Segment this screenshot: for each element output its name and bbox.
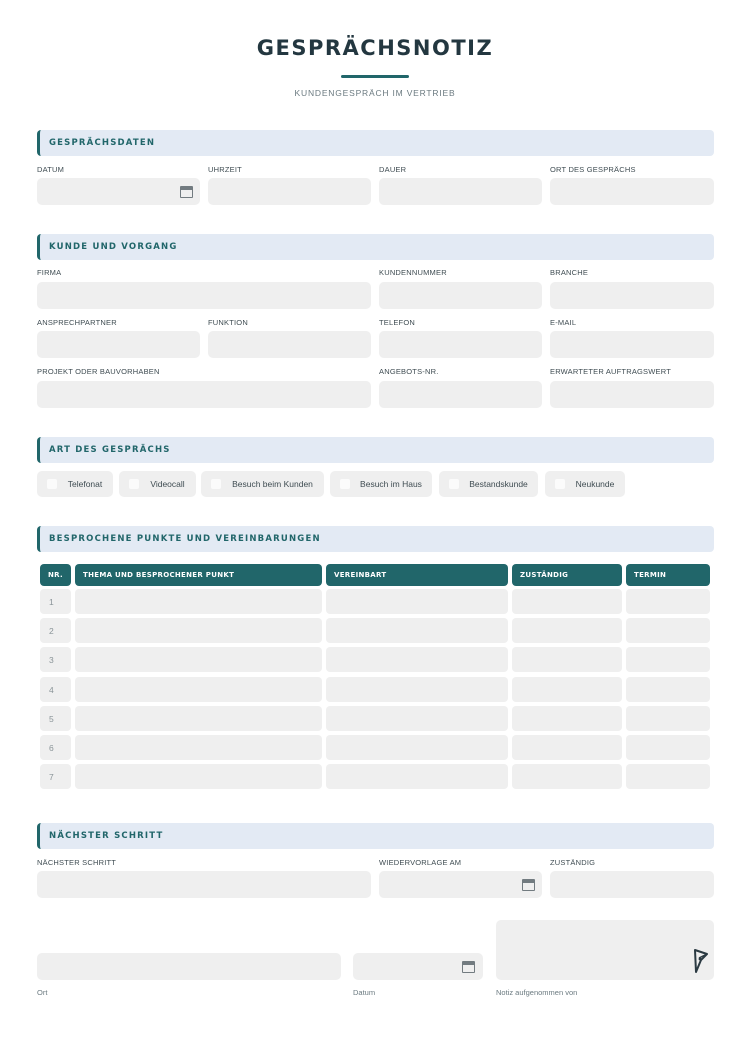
column-header-termin: TERMIN xyxy=(626,564,710,586)
label-telefon: TELEFON xyxy=(379,318,415,327)
naechster-schritt-field[interactable] xyxy=(37,871,371,898)
section-header-art-des-gespraechs xyxy=(37,437,714,463)
signature-field[interactable] xyxy=(496,920,714,980)
calendar-icon[interactable] xyxy=(522,879,535,891)
thema-cell[interactable] xyxy=(75,764,322,789)
page-title: GESPRÄCHSNOTIZ xyxy=(256,36,494,60)
option-label: Bestandskunde xyxy=(469,479,528,489)
vereinbart-cell[interactable] xyxy=(326,735,508,760)
vereinbart-cell[interactable] xyxy=(326,647,508,672)
row-number: 3 xyxy=(40,647,71,672)
section-header-naechster-schritt xyxy=(37,823,714,849)
option-telefonat[interactable] xyxy=(37,471,113,497)
row-number: 2 xyxy=(40,618,71,643)
checkbox[interactable] xyxy=(555,479,565,489)
zustaendig-cell[interactable] xyxy=(512,618,622,643)
row-number: 5 xyxy=(40,706,71,731)
datum-field[interactable] xyxy=(37,178,200,205)
option-besuch-im-haus[interactable] xyxy=(330,471,432,497)
section-header-besprochene-punkte xyxy=(37,526,714,552)
section-title: KUNDE UND VORGANG xyxy=(49,242,178,252)
notiz-aufgenommen-label: Notiz aufgenommen von xyxy=(496,988,578,997)
option-label: Neukunde xyxy=(575,479,615,489)
telefon-field[interactable] xyxy=(379,331,542,358)
section-header-gespraechsdaten xyxy=(37,130,714,156)
section-title: GESPRÄCHSDATEN xyxy=(49,138,156,148)
vereinbart-cell[interactable] xyxy=(326,706,508,731)
termin-cell[interactable] xyxy=(626,735,710,760)
thema-cell[interactable] xyxy=(75,618,322,643)
label-uhrzeit: UHRZEIT xyxy=(208,165,242,174)
termin-cell[interactable] xyxy=(626,677,710,702)
datum-label: Datum xyxy=(353,988,376,997)
label-auftragswert: ERWARTETER AUFTRAGSWERT xyxy=(550,367,672,376)
termin-cell[interactable] xyxy=(626,647,710,672)
ort-des-gespraechs-field[interactable] xyxy=(550,178,714,205)
column-header-zustaendig: ZUSTÄNDIG xyxy=(512,564,622,586)
checkbox[interactable] xyxy=(47,479,57,489)
section-title: NÄCHSTER SCHRITT xyxy=(49,831,164,841)
label-zustaendig: ZUSTÄNDIG xyxy=(550,858,596,867)
kundennummer-field[interactable] xyxy=(379,282,542,309)
checkbox[interactable] xyxy=(129,479,139,489)
dauer-field[interactable] xyxy=(379,178,542,205)
option-label: Besuch beim Kunden xyxy=(232,479,313,489)
column-header-vereinbart: VEREINBART xyxy=(326,564,508,586)
signature-datum-field[interactable] xyxy=(353,953,483,980)
thema-cell[interactable] xyxy=(75,589,322,614)
label-dauer: DAUER xyxy=(379,165,407,174)
vereinbart-cell[interactable] xyxy=(326,764,508,789)
label-angebots-nr: ANGEBOTS-NR. xyxy=(379,367,439,376)
row-number: 4 xyxy=(40,677,71,702)
pen-nib-icon xyxy=(693,948,709,974)
vereinbart-cell[interactable] xyxy=(326,677,508,702)
angebots-nr-field[interactable] xyxy=(379,381,542,408)
label-naechster-schritt: NÄCHSTER SCHRITT xyxy=(37,858,117,867)
row-number: 7 xyxy=(40,764,71,789)
option-bestandskunde[interactable] xyxy=(439,471,538,497)
section-title: ART DES GESPRÄCHS xyxy=(49,445,171,455)
termin-cell[interactable] xyxy=(626,706,710,731)
zustaendig-cell[interactable] xyxy=(512,706,622,731)
thema-cell[interactable] xyxy=(75,647,322,672)
option-label: Videocall xyxy=(150,479,185,489)
checkbox[interactable] xyxy=(449,479,459,489)
funktion-field[interactable] xyxy=(208,331,371,358)
label-ort-des-gespraechs: ORT DES GESPRÄCHS xyxy=(550,165,636,174)
ort-label: Ort xyxy=(37,988,48,997)
option-videocall[interactable] xyxy=(119,471,196,497)
projekt-field[interactable] xyxy=(37,381,371,408)
zustaendig-cell[interactable] xyxy=(512,647,622,672)
option-neukunde[interactable] xyxy=(545,471,625,497)
firma-field[interactable] xyxy=(37,282,371,309)
ort-field[interactable] xyxy=(37,953,341,980)
auftragswert-field[interactable] xyxy=(550,381,714,408)
branche-field[interactable] xyxy=(550,282,714,309)
ansprechpartner-field[interactable] xyxy=(37,331,200,358)
calendar-icon[interactable] xyxy=(180,186,193,198)
zustaendig-cell[interactable] xyxy=(512,764,622,789)
label-email: E-MAIL xyxy=(550,318,577,327)
label-firma: FIRMA xyxy=(37,268,62,277)
page-subtitle: KUNDENGESPRÄCH IM VERTRIEB xyxy=(294,88,456,98)
checkbox[interactable] xyxy=(211,479,221,489)
zustaendig-cell[interactable] xyxy=(512,677,622,702)
option-besuch-beim-kunden[interactable] xyxy=(201,471,324,497)
zustaendig-cell[interactable] xyxy=(512,589,622,614)
title-underline xyxy=(341,75,409,78)
termin-cell[interactable] xyxy=(626,618,710,643)
label-wiedervorlage: WIEDERVORLAGE AM xyxy=(379,858,462,867)
option-label: Telefonat xyxy=(67,479,103,489)
wiedervorlage-field[interactable] xyxy=(379,871,542,898)
termin-cell[interactable] xyxy=(626,764,710,789)
email-field[interactable] xyxy=(550,331,714,358)
label-projekt: PROJEKT ODER BAUVORHABEN xyxy=(37,367,160,376)
label-ansprechpartner: ANSPRECHPARTNER xyxy=(37,318,117,327)
label-datum: DATUM xyxy=(37,165,65,174)
section-title: BESPROCHENE PUNKTE UND VEREINBARUNGEN xyxy=(49,534,321,544)
column-header-nr: NR. xyxy=(40,564,71,586)
option-label: Besuch im Haus xyxy=(360,479,422,489)
zustaendig-field[interactable] xyxy=(550,871,714,898)
row-number: 6 xyxy=(40,735,71,760)
thema-cell[interactable] xyxy=(75,735,322,760)
vereinbart-cell[interactable] xyxy=(326,589,508,614)
thema-cell[interactable] xyxy=(75,706,322,731)
checkbox[interactable] xyxy=(340,479,350,489)
column-header-thema: THEMA UND BESPROCHENER PUNKT xyxy=(75,564,322,586)
uhrzeit-field[interactable] xyxy=(208,178,371,205)
termin-cell[interactable] xyxy=(626,589,710,614)
section-header-kunde-und-vorgang xyxy=(37,234,714,260)
label-branche: BRANCHE xyxy=(550,268,589,277)
label-funktion: FUNKTION xyxy=(208,318,248,327)
vereinbart-cell[interactable] xyxy=(326,618,508,643)
zustaendig-cell[interactable] xyxy=(512,735,622,760)
label-kundennummer: KUNDENNUMMER xyxy=(379,268,447,277)
calendar-icon[interactable] xyxy=(462,961,475,973)
row-number: 1 xyxy=(40,589,71,614)
thema-cell[interactable] xyxy=(75,677,322,702)
